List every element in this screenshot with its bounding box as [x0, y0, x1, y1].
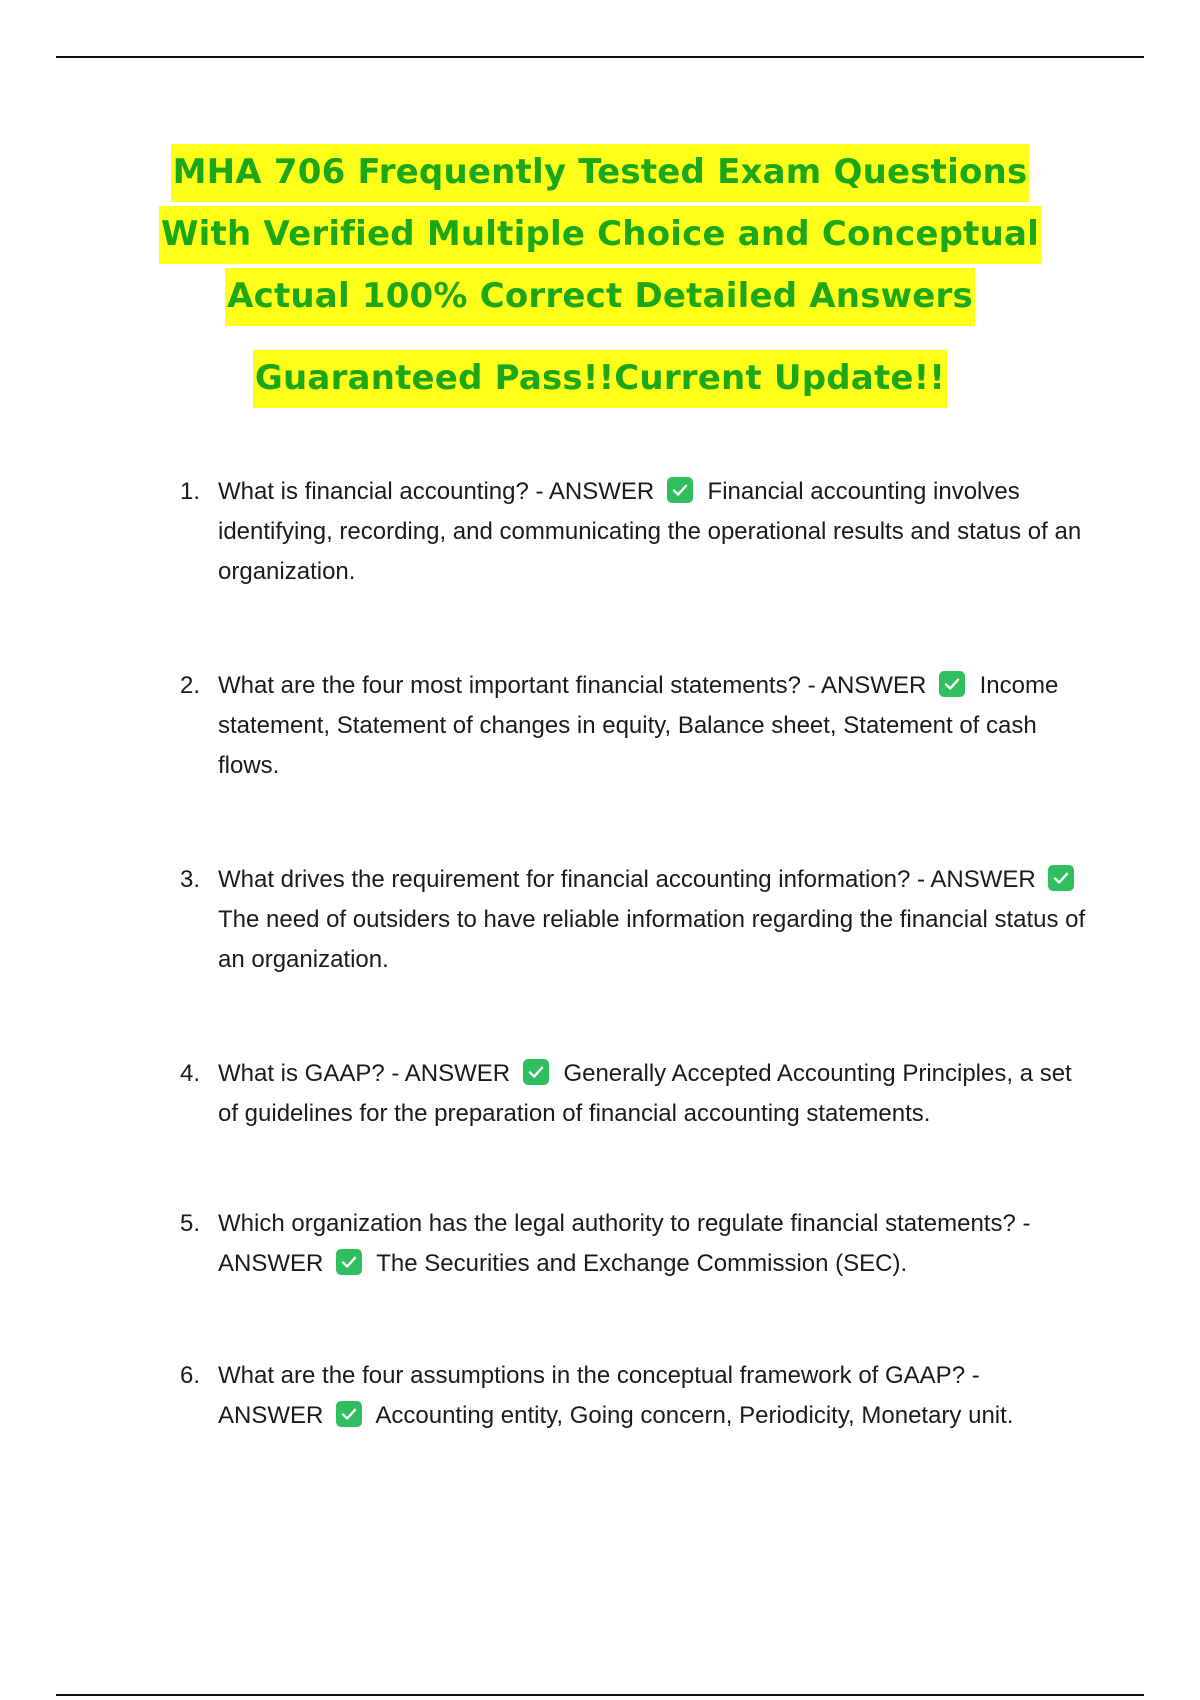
question-text: What are the four most important financial statements?	[218, 672, 801, 699]
answer-text: Financial accounting involves identifying, recording, and communicating the operational results and status of an organization.	[218, 478, 1082, 585]
title-line-1: MHA 706 Frequently Tested Exam Questions	[171, 144, 1030, 202]
question-text: What is financial accounting?	[218, 478, 529, 505]
document-title	[100, 144, 1100, 408]
list-item	[180, 666, 1090, 786]
answer-text: Generally Accepted Accounting Principles, a set of guidelines for the preparation of financial accounting statements.	[218, 1060, 1072, 1127]
question-text: What are the four assumptions in the conceptual framework of GAAP?	[218, 1362, 966, 1389]
question-number: 5.	[180, 1210, 201, 1237]
list-item	[180, 1356, 1090, 1436]
question-number: 2.	[180, 672, 201, 699]
question-text: What drives the requirement for financial accounting information?	[218, 866, 911, 893]
question-list	[180, 472, 1090, 1436]
answer-text: The need of outsiders to have reliable information regarding the financial status of an organization.	[218, 906, 1086, 973]
answer-label: - ANSWER	[535, 478, 655, 505]
check-mark-box-icon	[336, 1401, 362, 1427]
check-mark-box-icon	[1048, 865, 1074, 891]
question-number: 3.	[180, 866, 201, 893]
check-mark-box-icon	[939, 671, 965, 697]
list-item	[180, 1204, 1090, 1284]
answer-label: - ANSWER	[807, 672, 927, 699]
list-item	[180, 1054, 1090, 1134]
question-number: 1.	[180, 478, 201, 505]
question-text: Which organization has the legal authority to regulate financial statements?	[218, 1210, 1016, 1237]
answer-label: - ANSWER	[391, 1060, 511, 1087]
list-item	[180, 860, 1090, 980]
answer-text: Accounting entity, Going concern, Periodicity, Monetary unit.	[375, 1402, 1014, 1429]
list-item	[180, 472, 1090, 592]
footer-rule	[56, 1694, 1144, 1696]
check-mark-box-icon	[523, 1059, 549, 1085]
answer-text: The Securities and Exchange Commission (SEC).	[376, 1250, 908, 1277]
check-mark-box-icon	[667, 477, 693, 503]
check-mark-box-icon	[336, 1249, 362, 1275]
header-rule	[56, 56, 1144, 58]
answer-label: - ANSWER	[917, 866, 1036, 893]
answer-label: - ANSWER	[218, 1362, 980, 1429]
title-line-4: Guaranteed Pass!!Current Update!!	[253, 350, 947, 408]
answer-label: - ANSWER	[218, 1210, 1031, 1277]
title-line-2: With Verified Multiple Choice and Conceptual	[159, 206, 1041, 264]
question-number: 4.	[180, 1060, 201, 1087]
question-text: What is GAAP?	[218, 1060, 385, 1087]
answer-text: Income statement, Statement of changes in equity, Balance sheet, Statement of cash flows.	[218, 672, 1059, 779]
question-number: 6.	[180, 1362, 201, 1389]
title-line-3: Actual 100% Correct Detailed Answers	[225, 268, 975, 326]
